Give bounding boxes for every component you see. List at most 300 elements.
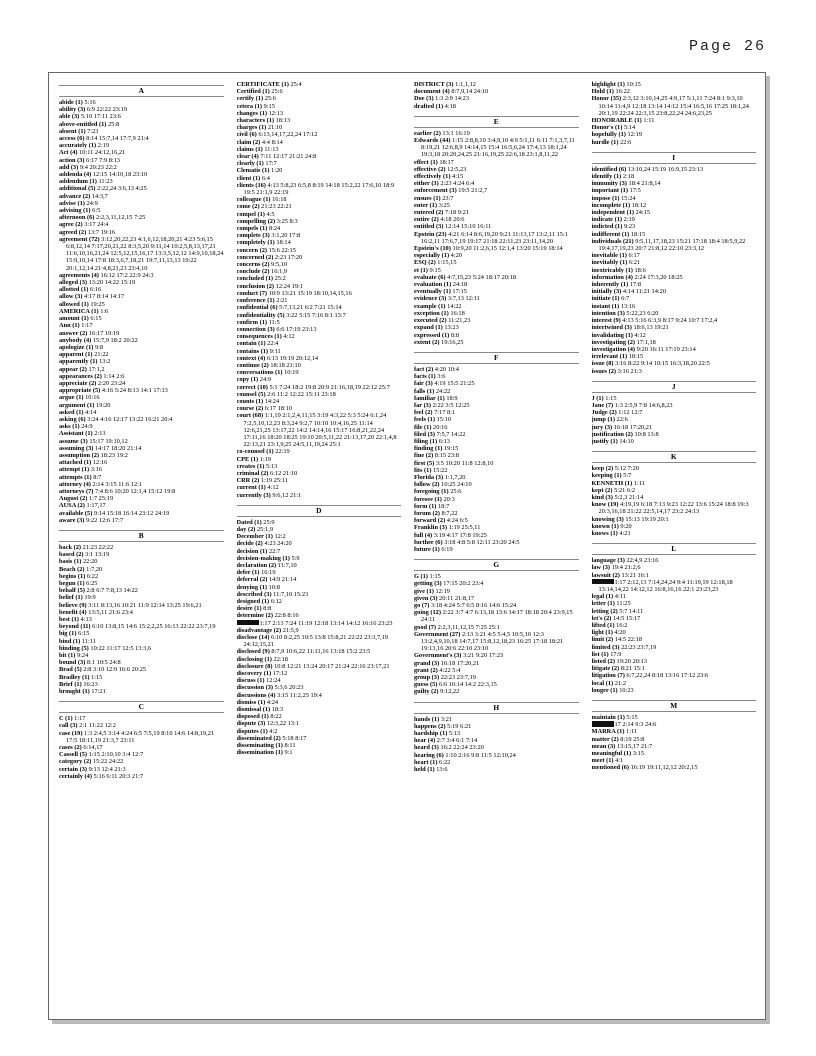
entry-references: 4:18 20:6 <box>440 216 465 224</box>
index-entry <box>59 416 224 423</box>
entry-term: Brief (1) <box>59 680 82 688</box>
entry-references: 17:1,18 <box>636 338 656 346</box>
entry-term: enforcement (3) <box>414 187 457 195</box>
index-entry <box>237 88 402 95</box>
entry-references: 3:16 <box>90 466 102 474</box>
entry-references: 11:5 <box>268 318 280 326</box>
entry-term: advising (1) <box>59 207 91 215</box>
entry-term: guess (5) <box>414 681 438 689</box>
index-entry <box>592 487 757 494</box>
entry-references: 17:8 <box>629 281 642 289</box>
entry-term: conclusion (2) <box>236 282 275 290</box>
index-entry <box>237 167 402 174</box>
index-entry <box>59 128 224 135</box>
entry-term: facts (1) <box>414 373 436 381</box>
index-entry <box>237 160 402 167</box>
entry-references: 10:8 12:21 13:24 20:17 21:24 22:16 23:17,21 <box>274 662 390 670</box>
entry-term: jump (1) <box>591 416 615 424</box>
entry-references: 12:13 <box>268 109 284 117</box>
entry-term: disclose (14) <box>236 634 270 642</box>
entry-term: defer (1) <box>236 569 260 577</box>
index-entry <box>592 317 757 324</box>
index-entry <box>237 663 402 670</box>
entry-term: Bradley (1) <box>59 673 90 681</box>
index-entry <box>237 326 402 333</box>
index-section <box>414 352 579 553</box>
index-section <box>592 543 757 694</box>
entry-term: inevitable (1) <box>591 252 627 260</box>
index-entry <box>237 591 402 598</box>
index-entry <box>414 759 579 766</box>
index-entry <box>237 297 402 304</box>
entry-references: 1:1,19 2:1,2,4,11,15 3:19 4:3,22 5:3 5:24 6:1,24 7:2,5,10,12,23 8:3,24 9:2,7 10:10 10:4,16,25 11:14 12:6,21,25 13:17,22 14:2 14:14,16 15:17 16:8,21,22,24 17:11,16 18:20 18:25 19:10 20:5,11,22 21:13,17,20 22:1,4,8 22:13,21 23:1,9,25 24:5,11,19,24 25:1 <box>243 412 397 449</box>
entry-term: grant (2) <box>414 666 438 674</box>
index-entry <box>237 749 402 756</box>
index-entry <box>414 195 579 202</box>
index-entry <box>414 223 579 230</box>
index-entry <box>59 402 224 409</box>
entry-references: 2:19 <box>97 142 110 150</box>
entry-term: Dated (1) <box>236 518 262 526</box>
entry-term: hopefully (1) <box>591 131 626 139</box>
entry-references: 6:22 <box>439 758 451 766</box>
index-entry <box>414 674 579 681</box>
entry-references: 10:8 <box>268 583 280 591</box>
entry-term: G (1) <box>414 573 428 581</box>
index-entry <box>237 692 402 699</box>
index-entry <box>414 588 579 595</box>
entry-references: 13:2 <box>99 358 111 366</box>
entry-references: 11:7,10 15:23 <box>273 590 309 598</box>
index-entry <box>592 757 757 764</box>
entry-term: file (1) <box>414 423 432 431</box>
entry-references: 9:22 12:6 17:7 <box>86 516 124 524</box>
entry-references: 2:24 17:3,20 18:25 <box>634 273 683 281</box>
entry-references: 14:5 22:18 <box>614 636 643 644</box>
entry-references: 3:18 4:24 5:7 6:5 8:16 14:6 15:24 <box>430 602 517 609</box>
index-entry <box>237 533 402 540</box>
index-entry <box>592 339 757 346</box>
section-letter-header: B <box>59 530 224 542</box>
entry-term: criminal (2) <box>236 469 269 477</box>
index-entry <box>592 238 757 252</box>
entry-term: Brad (5) <box>59 666 82 674</box>
index-entry <box>237 333 402 340</box>
index-entry <box>59 286 224 293</box>
entry-term: CERTIFICATE (1) <box>236 81 289 88</box>
index-entry <box>414 723 579 730</box>
entry-references: 3:21 <box>440 715 453 723</box>
entry-term: example (1) <box>414 302 446 310</box>
entry-references: 18:23 19:2 <box>100 451 128 459</box>
index-entry <box>237 103 402 110</box>
index-entry <box>414 267 579 274</box>
entry-term: litigation (7) <box>591 672 625 680</box>
index-entry <box>237 448 402 455</box>
entry-references: 8:1 10:5 24:8 <box>86 659 121 667</box>
entry-term: know (19) <box>591 501 619 509</box>
entry-term: conference (1) <box>236 297 275 305</box>
entry-references: 23:7 <box>442 194 454 202</box>
index-entry <box>592 173 757 180</box>
entry-term: et (1) <box>414 266 428 274</box>
index-entry <box>414 595 579 602</box>
entry-term: designed (1) <box>236 598 270 606</box>
index-entry <box>59 688 224 695</box>
entry-term: aware (3) <box>59 516 85 524</box>
entry-term: complete (3) <box>236 232 270 240</box>
entry-term: invalidating (1) <box>591 331 633 339</box>
index-entry <box>414 159 579 166</box>
index-entry <box>414 416 579 423</box>
entry-references: 6:17 <box>628 252 640 260</box>
index-entry <box>414 624 579 631</box>
index-entry <box>237 526 402 533</box>
entry-references: 1:17 2:12,13 7:14,24,24 9:4 11:19,19 12:18,18 13:14,14,22 14:12,12 16:8,16,16 22:1 23:23,23 <box>598 578 733 593</box>
index-entry <box>59 587 224 594</box>
entry-term: colleague (1) <box>236 196 271 204</box>
entry-references: 17:1,2 <box>88 365 105 373</box>
entry-references: 6:15 <box>78 630 90 638</box>
entry-references: 13:23 <box>444 324 459 332</box>
index-entry <box>237 412 402 448</box>
entry-references: 10:8 13:8 <box>634 430 659 438</box>
entry-references: 11:13 <box>264 145 279 153</box>
index-entry <box>237 569 402 576</box>
index-entry <box>59 236 224 272</box>
entry-references: 13:5,11 21:6 23:4 <box>88 608 133 616</box>
entry-term: earlier (2) <box>414 129 441 137</box>
entry-references: 1:11 <box>633 479 645 487</box>
entry-references: 16:18 17:20,21 <box>613 423 653 431</box>
entry-term: local (1) <box>591 679 614 687</box>
entry-term: longer (1) <box>591 686 618 694</box>
entry-term: call (3) <box>59 722 78 730</box>
entry-references: 2:21 <box>276 297 288 305</box>
index-entry <box>237 398 402 405</box>
index-entry <box>414 173 579 180</box>
entry-references: 17:21 <box>91 688 106 696</box>
entry-references: 1:14 2:6 <box>103 372 125 380</box>
entry-references: 12:15 14:10,18 23:10 <box>92 171 148 179</box>
entry-references: 2:20 23:24 <box>98 379 126 387</box>
entry-references: 19:16,25 <box>441 338 464 346</box>
entry-references: 14:9 21:14 <box>268 576 297 584</box>
entry-term: Assistant (1) <box>59 430 93 438</box>
index-entry <box>59 751 224 758</box>
index-entry <box>59 445 224 452</box>
entry-term: finding (1) <box>414 445 443 453</box>
entry-term: apologize (1) <box>59 343 94 351</box>
index-entry <box>237 203 402 210</box>
index-entry <box>237 369 402 376</box>
entry-term: hear (4) <box>414 737 436 745</box>
index-entry <box>59 652 224 659</box>
entry-term: addendum (1) <box>59 178 97 186</box>
entry-references: 1:6 <box>100 307 109 315</box>
redaction-bar <box>237 620 259 626</box>
index-entry <box>414 209 579 216</box>
entry-term: Government (27) <box>414 630 461 638</box>
entry-references: 4:18 <box>444 102 456 110</box>
entry-references: 4:13 5:16 6:3,9 8:17 9:24 10:7 17:2,4 <box>622 317 718 325</box>
index-entry <box>237 312 402 319</box>
entry-term: able (3) <box>59 113 80 121</box>
index-entry <box>592 644 757 651</box>
index-entry <box>237 612 402 619</box>
index-entry <box>59 573 224 580</box>
entry-references: 1:7,20 <box>86 565 103 573</box>
entry-term: executed (2) <box>414 317 447 325</box>
index-entry <box>59 502 224 509</box>
entry-term: held (1) <box>414 766 435 774</box>
entry-term: foresee (1) <box>414 495 442 503</box>
index-entry <box>592 360 757 367</box>
entry-term: concluded (1) <box>236 275 273 283</box>
index-entry <box>592 267 757 274</box>
entry-term: let's (2) <box>591 614 612 622</box>
entry-references: 2:6 11:2 12:22 15:11 23:18 <box>267 390 336 398</box>
entry-term: KENNETH (1) <box>591 479 633 487</box>
entry-references: 17:7 <box>265 160 277 168</box>
index-entry <box>59 722 224 729</box>
index-section <box>237 505 402 757</box>
entry-references: 17:15 20:2 23:4 <box>443 580 484 588</box>
index-entry <box>59 121 224 128</box>
entry-references: 6:15 <box>90 315 102 323</box>
index-entry <box>59 430 224 437</box>
entry-references: 5:10 17:11 23:6 <box>80 113 121 121</box>
index-entry <box>414 580 579 587</box>
entry-references: 19:20 <box>96 401 111 409</box>
entry-term: knowing (3) <box>591 515 624 523</box>
entry-references: 2:22 3:5 12:25 <box>432 401 470 409</box>
index-entry <box>592 615 757 622</box>
entry-term: civil (6) <box>236 131 257 139</box>
entry-references: 14:17 18:20 21:14 <box>94 444 142 452</box>
entry-term: group (3) <box>414 674 440 682</box>
index-entry <box>237 677 402 684</box>
entry-term: falls (1) <box>414 387 435 395</box>
entry-term: best (1) <box>59 616 79 624</box>
entry-term: confidentiality (5) <box>236 311 285 319</box>
entry-references: 25:6 <box>264 95 276 103</box>
entry-term: attorneys (7) <box>59 487 94 495</box>
entry-term: law (3) <box>591 564 610 572</box>
entry-references: 6:17 18:10 <box>264 405 293 413</box>
index-entry <box>592 680 757 687</box>
entry-term: eventually (1) <box>414 288 451 296</box>
entry-references: 8:7 <box>93 473 102 481</box>
index-entry <box>414 202 579 209</box>
entry-term: litigate (2) <box>591 665 620 673</box>
index-entry <box>59 495 224 502</box>
entry-term: knows (1) <box>591 529 618 537</box>
entry-term: filed (3) <box>414 430 435 438</box>
entry-references: 3:15 <box>632 750 645 758</box>
entry-term: compel (1) <box>236 210 265 218</box>
index-entry <box>237 555 402 562</box>
entry-references: 6:10 8:2,25 10:5 13:8 15:8,21 22:22 23:3,7,19 24:12,15,21 <box>243 634 389 649</box>
entry-references: 6:10 13:8,15 14:6 15:2,2,25 16:13 22:22 23:7,19 <box>92 623 216 631</box>
entry-term: agreements (4) <box>59 271 99 279</box>
index-column <box>59 81 224 1009</box>
entry-term: behalf (5) <box>59 587 85 595</box>
entry-references: 13:6 <box>436 766 448 774</box>
entry-references: 2:13 3:21 4:5 5:4,5 10:5,10 12:3 13:2,4,9,10,18 14:7,17 15:8,12,18,23 16:25 17:18 18:21 19:13,16 20:6 22:10 23:10 <box>421 630 564 653</box>
entry-term: cases (2) <box>59 744 82 752</box>
entry-term: addenda (4) <box>59 171 92 179</box>
entry-references: 13:7 19:16 <box>87 228 116 236</box>
entry-term: determine (2) <box>236 612 273 620</box>
section-letter-header: L <box>592 543 757 555</box>
index-entry <box>59 344 224 351</box>
entry-term: impose (1) <box>591 194 620 202</box>
entry-references: 3:22 5:15 7:16 8:1 13:7 <box>286 311 346 319</box>
index-entry <box>414 667 579 674</box>
index-entry <box>237 348 402 355</box>
entry-references: 7:11 12:17 21:21 24:8 <box>260 153 317 161</box>
entry-references: 1:1,7,20 <box>444 473 466 481</box>
entry-term: assuming (3) <box>59 444 94 452</box>
entry-term: ESQ (2) <box>414 259 436 267</box>
entry-references: 2:2,3,11,12,15 7:25 <box>96 214 146 222</box>
entry-term: mean (3) <box>591 742 616 750</box>
entry-references: 21:23 22:22 <box>82 543 114 551</box>
index-entry <box>592 658 757 665</box>
index-entry <box>592 409 757 416</box>
index-entry <box>59 566 224 573</box>
index-entry <box>414 324 579 331</box>
index-entry <box>414 103 579 110</box>
index-entry <box>592 124 757 131</box>
entry-term: interest (9) <box>591 317 621 325</box>
entry-term: C (1) <box>59 715 73 723</box>
entry-term: light (1) <box>591 629 613 637</box>
index-section <box>59 85 224 524</box>
entry-references: 24:22 <box>435 387 451 395</box>
entry-references: 4:24 6:5 <box>446 517 468 525</box>
index-entry <box>237 477 402 484</box>
entry-term: course (2) <box>236 405 264 413</box>
entry-term: evidence (3) <box>414 295 447 303</box>
entry-term: far (3) <box>414 401 431 409</box>
entry-term: clients (16) <box>236 181 266 189</box>
entry-references: 19:15 <box>443 445 459 453</box>
entry-references: 17:9 <box>610 650 622 658</box>
entry-term: hardship (1) <box>414 730 448 738</box>
entry-references: 18:17 <box>439 158 454 166</box>
index-entry <box>414 402 579 409</box>
index-entry <box>592 736 757 743</box>
entry-references: 13:10,24 15:19 16:9,15 23:13 <box>627 165 704 173</box>
entry-references: 16:17 19:19 <box>88 329 120 337</box>
index-entry <box>237 670 402 677</box>
entry-references: 5:19 6:21 <box>447 722 472 730</box>
word-index-frame <box>48 72 766 1020</box>
entry-term: keep (2) <box>591 465 614 473</box>
entry-term: listed (2) <box>591 658 615 666</box>
index-entry <box>237 548 402 555</box>
entry-references: 15:22 24:22 <box>92 758 124 766</box>
entry-term: feel (2) <box>414 409 433 417</box>
entry-term: denying (1) <box>236 583 267 591</box>
index-entry <box>237 684 402 691</box>
entry-term: described (3) <box>236 590 272 598</box>
entry-references: 11:25 <box>616 600 631 608</box>
index-section <box>592 152 757 375</box>
index-column <box>414 81 579 1009</box>
entry-references: 18:9 <box>446 394 458 402</box>
entry-term: entered (2) <box>414 209 444 217</box>
index-entry <box>237 605 402 612</box>
index-entry <box>592 353 757 360</box>
entry-term: dismiss (1) <box>236 698 266 706</box>
entry-term: appearances (2) <box>59 372 102 380</box>
entry-term: dismissal (1) <box>236 706 271 714</box>
index-entry <box>59 674 224 681</box>
index-entry <box>414 752 579 759</box>
entry-references: 5:16 6:11 20:3 21:7 <box>93 772 144 780</box>
entry-references: 1:3 2:4,5 3:14 4:24 6:5 7:5,19 8:10 14:6 14:8,19,21 17:5 18:11,19 21:3,7 23:11 <box>66 729 215 744</box>
entry-references: 24:9 <box>86 199 98 207</box>
index-entry <box>414 730 579 737</box>
entry-references: 3:7,13 12:11 <box>447 295 480 303</box>
entry-term: cetera (1) <box>236 102 263 110</box>
index-entry <box>592 501 757 515</box>
entry-references: 24:9 <box>81 423 93 431</box>
entry-term: creates (1) <box>236 462 265 470</box>
entry-references: 7:17 8:1 <box>434 409 456 417</box>
entry-term: indicted (1) <box>591 223 623 231</box>
index-entry <box>414 737 579 744</box>
entry-references: 15:13 19:19 20:1 <box>625 515 669 523</box>
entry-references: 18:14 <box>276 239 291 247</box>
entry-term: exception (1) <box>414 309 449 317</box>
index-entry <box>237 182 402 196</box>
section-letter-header: K <box>592 451 757 463</box>
entry-term: available (5) <box>59 509 93 517</box>
entry-references: 18:18 21:10 <box>270 361 301 369</box>
entry-term: answer (2) <box>59 329 88 337</box>
entry-references: 4:24 <box>266 698 279 706</box>
entry-term: disclosing (1) <box>236 655 272 663</box>
entry-term: entire (2) <box>414 216 439 224</box>
index-entry <box>592 564 757 571</box>
index-entry <box>592 672 757 679</box>
entry-references: 3:21 9:20 17:23 <box>463 652 504 660</box>
index-entry <box>237 713 402 720</box>
entry-references: 9:13 12:4 21:3 <box>88 765 126 773</box>
entry-term: effective (2) <box>414 165 446 173</box>
entry-references: 9:14 15:18 16:14 23:12 24:19 <box>93 509 170 517</box>
index-entry <box>237 283 402 290</box>
entry-term: disseminating (1) <box>236 742 283 750</box>
entry-term: concern (2) <box>236 246 267 254</box>
index-entry <box>237 254 402 261</box>
index-entry <box>59 730 224 744</box>
index-entry <box>414 95 579 102</box>
entry-term: Act (4) <box>59 149 78 157</box>
entry-references: 1:17 <box>81 322 93 330</box>
index-entry <box>592 714 757 721</box>
index-entry <box>237 139 402 146</box>
index-entry <box>59 394 224 401</box>
entry-term: familiar (1) <box>414 394 445 402</box>
index-entry <box>592 117 757 124</box>
index-entry <box>414 766 579 773</box>
index-section <box>592 700 757 772</box>
